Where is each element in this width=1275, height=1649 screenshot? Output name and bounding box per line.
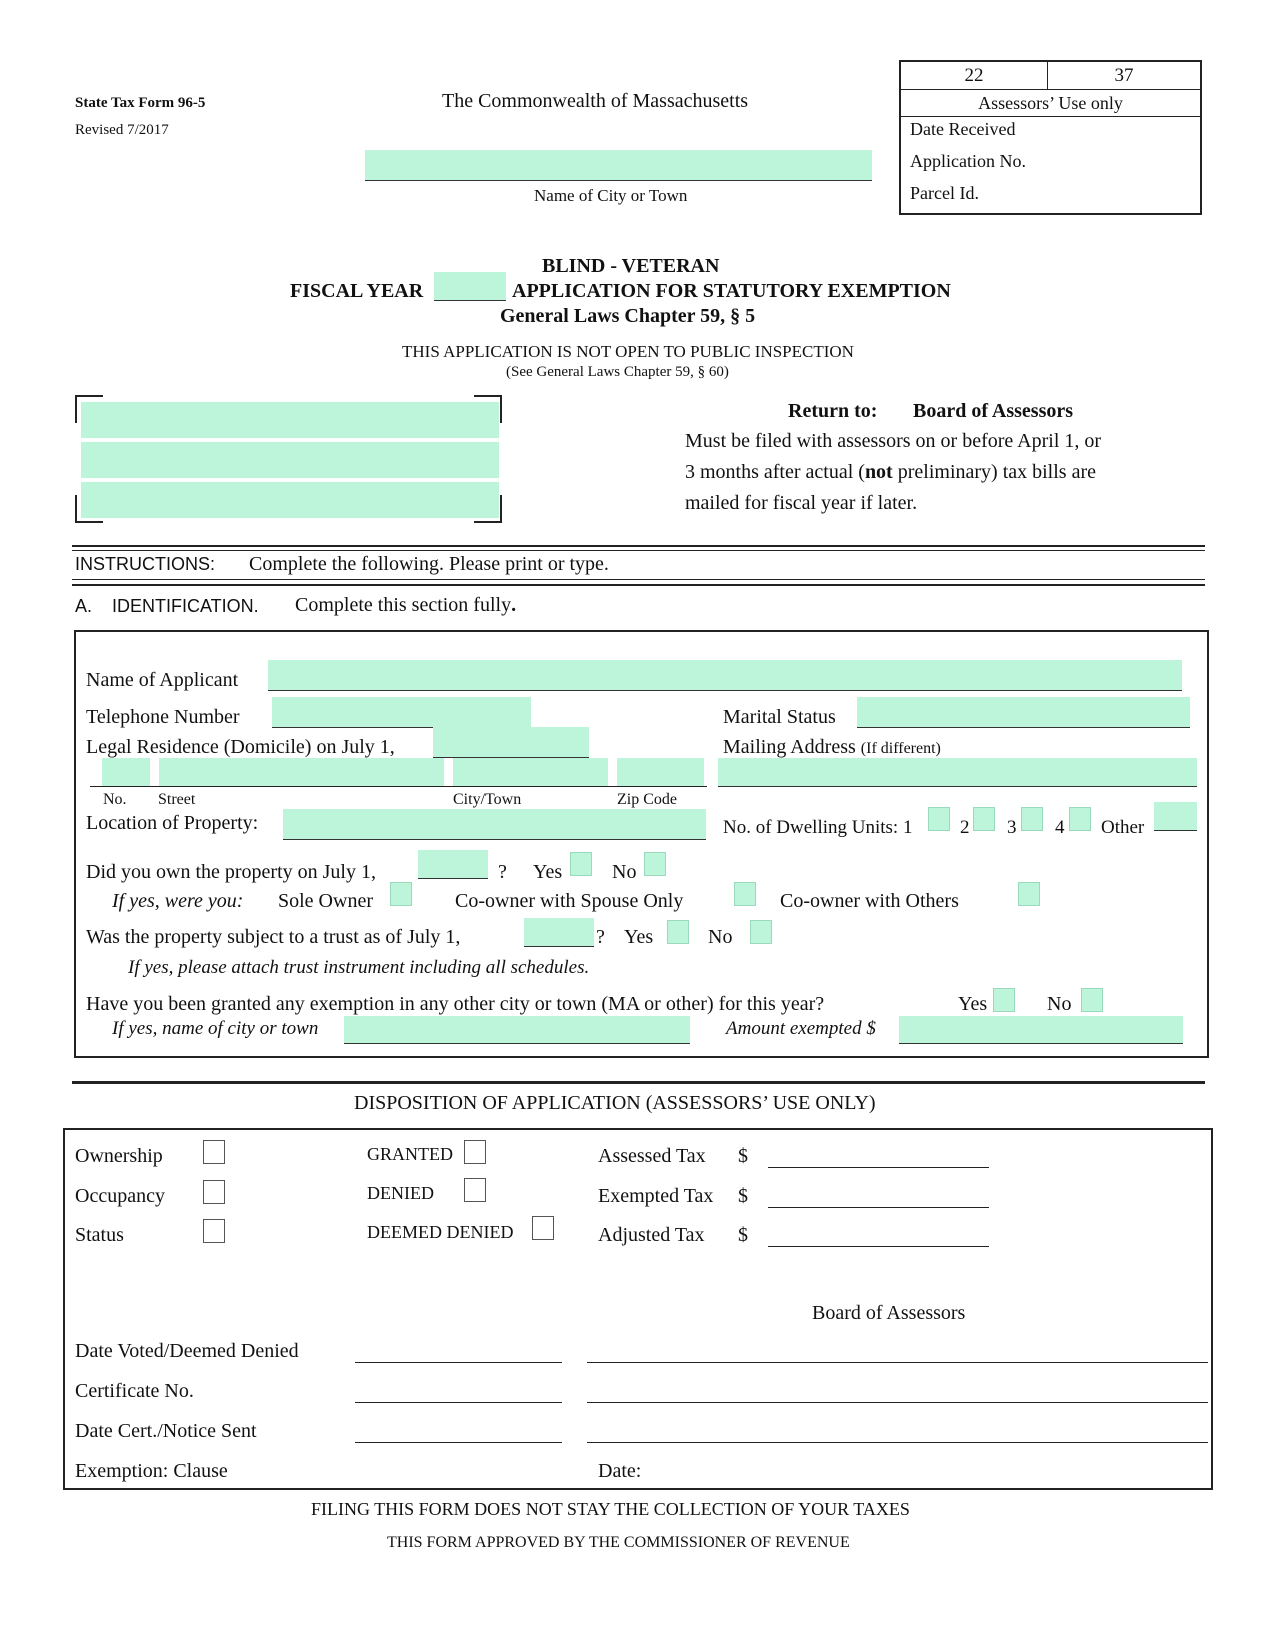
fiscal-year-label: FISCAL YEAR (290, 280, 424, 302)
filing-deadline-bold: not (864, 461, 893, 483)
caption-city-town: City/Town (453, 791, 522, 808)
status-label: Status (75, 1224, 124, 1246)
section-a-title: IDENTIFICATION. (112, 596, 259, 616)
adjusted-tax-line[interactable] (768, 1246, 989, 1247)
denied-checkbox[interactable] (464, 1178, 486, 1202)
own-yes-label: Yes (533, 861, 563, 883)
exempted-tax-line[interactable] (768, 1207, 989, 1208)
section-a-text (295, 594, 516, 617)
sole-owner-checkbox[interactable] (390, 882, 412, 906)
title-chapter: General Laws Chapter 59, § 5 (500, 305, 756, 327)
date-received-label: Date Received (910, 119, 1016, 139)
application-no-label: Application No. (910, 151, 1026, 171)
disposition-date-label: Date: (598, 1460, 642, 1482)
dwelling-other-field[interactable] (1154, 802, 1197, 831)
trust-yes-label: Yes (624, 926, 654, 948)
fiscal-year-field[interactable] (434, 272, 506, 301)
divider-bottom-b (72, 584, 1205, 586)
legal-residence-label: Legal Residence (Domicile) on July 1, (86, 736, 395, 758)
ownership-checkbox[interactable] (203, 1140, 225, 1164)
divider-bottom-a (72, 579, 1205, 580)
disposition-title: DISPOSITION OF APPLICATION (ASSESSORS’ USE ONLY) (354, 1092, 876, 1114)
if-yes-were-label: If yes, were you: (112, 890, 244, 912)
return-to-board: Board of Assessors (913, 400, 1074, 422)
deemed-denied-label: DEEMED DENIED (367, 1222, 514, 1242)
mailing-address-field[interactable] (718, 758, 1197, 787)
city-town-field[interactable] (365, 150, 872, 181)
return-to-label: Return to: (788, 400, 878, 422)
amount-exempted-label: Amount exempted $ (726, 1018, 876, 1039)
title-application: APPLICATION FOR STATUTORY EXEMPTION (512, 280, 951, 302)
telephone-field[interactable] (272, 697, 531, 728)
coowner-others-label: Co-owner with Others (780, 890, 959, 912)
own-yes-checkbox[interactable] (570, 852, 592, 876)
board-signature-line-1[interactable] (587, 1362, 1208, 1363)
residence-street-field[interactable] (159, 758, 444, 786)
name-applicant-field[interactable] (268, 660, 1182, 691)
address-block (75, 395, 502, 523)
instructions-label: INSTRUCTIONS: (75, 554, 216, 574)
own-property-qmark: ? (498, 861, 507, 883)
divider-top-a (72, 545, 1205, 547)
adjusted-tax-dollar: $ (738, 1224, 748, 1246)
exemption-no-label: No (1047, 993, 1072, 1015)
own-property-year-field[interactable] (418, 850, 488, 879)
assessors-use-title: Assessors’ Use only (901, 90, 1200, 117)
filing-deadline-line-3: mailed for fiscal year if later. (685, 492, 918, 514)
disposition-divider (72, 1081, 1205, 1084)
filing-deadline-part-b: preliminary) tax bills are (892, 461, 1096, 483)
ownership-label: Ownership (75, 1145, 163, 1167)
own-no-label: No (612, 861, 637, 883)
occupancy-label: Occupancy (75, 1185, 165, 1207)
residence-city-field[interactable] (453, 758, 608, 786)
assessors-code-left: 22 (901, 62, 1048, 90)
location-property-field[interactable] (283, 809, 706, 840)
divider-top-b (72, 550, 1205, 551)
coowner-spouse-label: Co-owner with Spouse Only (455, 890, 684, 912)
certificate-no-line[interactable] (355, 1402, 562, 1403)
dwelling-4-label: 4 (1055, 817, 1065, 838)
certificate-no-label: Certificate No. (75, 1380, 194, 1402)
assessors-code-right: 37 (1048, 62, 1200, 90)
dwelling-3-checkbox[interactable] (1021, 807, 1043, 831)
exempted-tax-dollar: $ (738, 1185, 748, 1207)
mailing-address-label (723, 736, 941, 759)
marital-status-field[interactable] (857, 697, 1190, 728)
trust-no-label: No (708, 926, 733, 948)
exemption-other-label: Have you been granted any exemption in any other city or town (MA or other) for this year? (86, 993, 825, 1015)
date-cert-line[interactable] (355, 1442, 562, 1443)
assessors-use-box (899, 60, 1202, 215)
exemption-yes-label: Yes (958, 993, 988, 1015)
dwelling-other-label: Other (1101, 817, 1145, 838)
footer-filing-notice: FILING THIS FORM DOES NOT STAY THE COLLECTION OF YOUR TAXES (311, 1499, 910, 1519)
status-checkbox[interactable] (203, 1219, 225, 1243)
board-signature-line-2[interactable] (587, 1402, 1208, 1403)
title-blind-veteran: BLIND - VETERAN (542, 255, 720, 277)
assessed-tax-label: Assessed Tax (598, 1145, 706, 1167)
dwelling-1-checkbox[interactable] (928, 807, 950, 831)
caption-no: No. (103, 791, 127, 808)
denied-label: DENIED (367, 1183, 434, 1203)
filing-deadline-line-2 (685, 461, 1096, 484)
date-voted-label: Date Voted/Deemed Denied (75, 1340, 299, 1362)
notice-reference: (See General Laws Chapter 59, § 60) (506, 364, 729, 380)
mailing-address-text: Mailing Address (723, 736, 856, 758)
coowner-others-checkbox[interactable] (1018, 882, 1040, 906)
dwelling-3-label: 3 (1007, 817, 1017, 838)
board-of-assessors-label: Board of Assessors (812, 1302, 966, 1324)
filing-deadline-line-1: Must be filed with assessors on or before April 1, or (685, 430, 1102, 452)
section-a-letter: A. (75, 596, 93, 616)
board-signature-line-3[interactable] (587, 1442, 1208, 1443)
exempt-city-field[interactable] (344, 1016, 690, 1044)
dwelling-2-checkbox[interactable] (973, 807, 995, 831)
trust-year-field[interactable] (524, 918, 594, 947)
city-town-caption: Name of City or Town (534, 186, 688, 205)
trust-label: Was the property subject to a trust as of July 1, (86, 926, 461, 948)
telephone-label: Telephone Number (86, 706, 240, 728)
caption-street: Street (158, 791, 196, 808)
residence-zip-field[interactable] (617, 758, 704, 786)
parcel-id-label: Parcel Id. (910, 183, 979, 203)
section-a-text-main: Complete this section fully (295, 594, 512, 616)
trust-note: If yes, please attach trust instrument including all schedules. (128, 957, 590, 978)
adjusted-tax-label: Adjusted Tax (598, 1224, 705, 1246)
amount-exempted-field[interactable] (899, 1016, 1183, 1044)
if-yes-city-label: If yes, name of city or town (112, 1018, 319, 1039)
trust-yes-checkbox[interactable] (667, 920, 689, 944)
deemed-denied-checkbox[interactable] (532, 1216, 554, 1240)
marital-status-label: Marital Status (723, 706, 836, 728)
filing-deadline-part-a: 3 months after actual ( (685, 461, 865, 483)
assessed-tax-dollar: $ (738, 1145, 748, 1167)
trust-no-checkbox[interactable] (750, 920, 772, 944)
caption-zip-code: Zip Code (617, 791, 677, 808)
exemption-no-checkbox[interactable] (1081, 988, 1103, 1012)
exemption-yes-checkbox[interactable] (993, 988, 1015, 1012)
mailing-address-note: (If different) (860, 740, 941, 757)
date-cert-label: Date Cert./Notice Sent (75, 1420, 257, 1442)
coowner-spouse-checkbox[interactable] (734, 882, 756, 906)
legal-residence-year-field[interactable] (433, 727, 589, 758)
own-no-checkbox[interactable] (644, 852, 666, 876)
dwelling-2-label: 2 (960, 817, 970, 838)
exemption-clause-label: Exemption: Clause (75, 1460, 228, 1482)
revision-date: Revised 7/2017 (75, 122, 169, 138)
footer-approval: THIS FORM APPROVED BY THE COMMISSIONER OF REVENUE (387, 1534, 850, 1551)
trust-qmark: ? (596, 926, 605, 948)
exempted-tax-label: Exempted Tax (598, 1185, 714, 1207)
assessed-tax-line[interactable] (768, 1167, 989, 1168)
residence-address-line (90, 786, 707, 787)
instructions-text: Complete the following. Please print or type. (249, 553, 609, 575)
granted-checkbox[interactable] (464, 1140, 486, 1164)
dwelling-units-label: No. of Dwelling Units: 1 (723, 817, 913, 838)
own-property-label: Did you own the property on July 1, (86, 861, 376, 883)
location-property-label: Location of Property: (86, 812, 259, 834)
address-line-3-field[interactable] (81, 482, 499, 518)
public-inspection-notice: THIS APPLICATION IS NOT OPEN TO PUBLIC INSPECTION (402, 342, 854, 361)
sole-owner-label: Sole Owner (278, 890, 373, 912)
address-line-2-field[interactable] (81, 442, 499, 478)
section-a-dot: . (511, 594, 517, 616)
form-id: State Tax Form 96-5 (75, 95, 206, 111)
date-voted-line[interactable] (355, 1362, 562, 1363)
address-line-1-field[interactable] (81, 402, 499, 438)
granted-label: GRANTED (367, 1144, 453, 1164)
dwelling-4-checkbox[interactable] (1069, 807, 1091, 831)
commonwealth-heading: The Commonwealth of Massachusetts (442, 90, 749, 112)
residence-no-field[interactable] (102, 758, 150, 786)
name-applicant-label: Name of Applicant (86, 669, 239, 691)
occupancy-checkbox[interactable] (203, 1180, 225, 1204)
